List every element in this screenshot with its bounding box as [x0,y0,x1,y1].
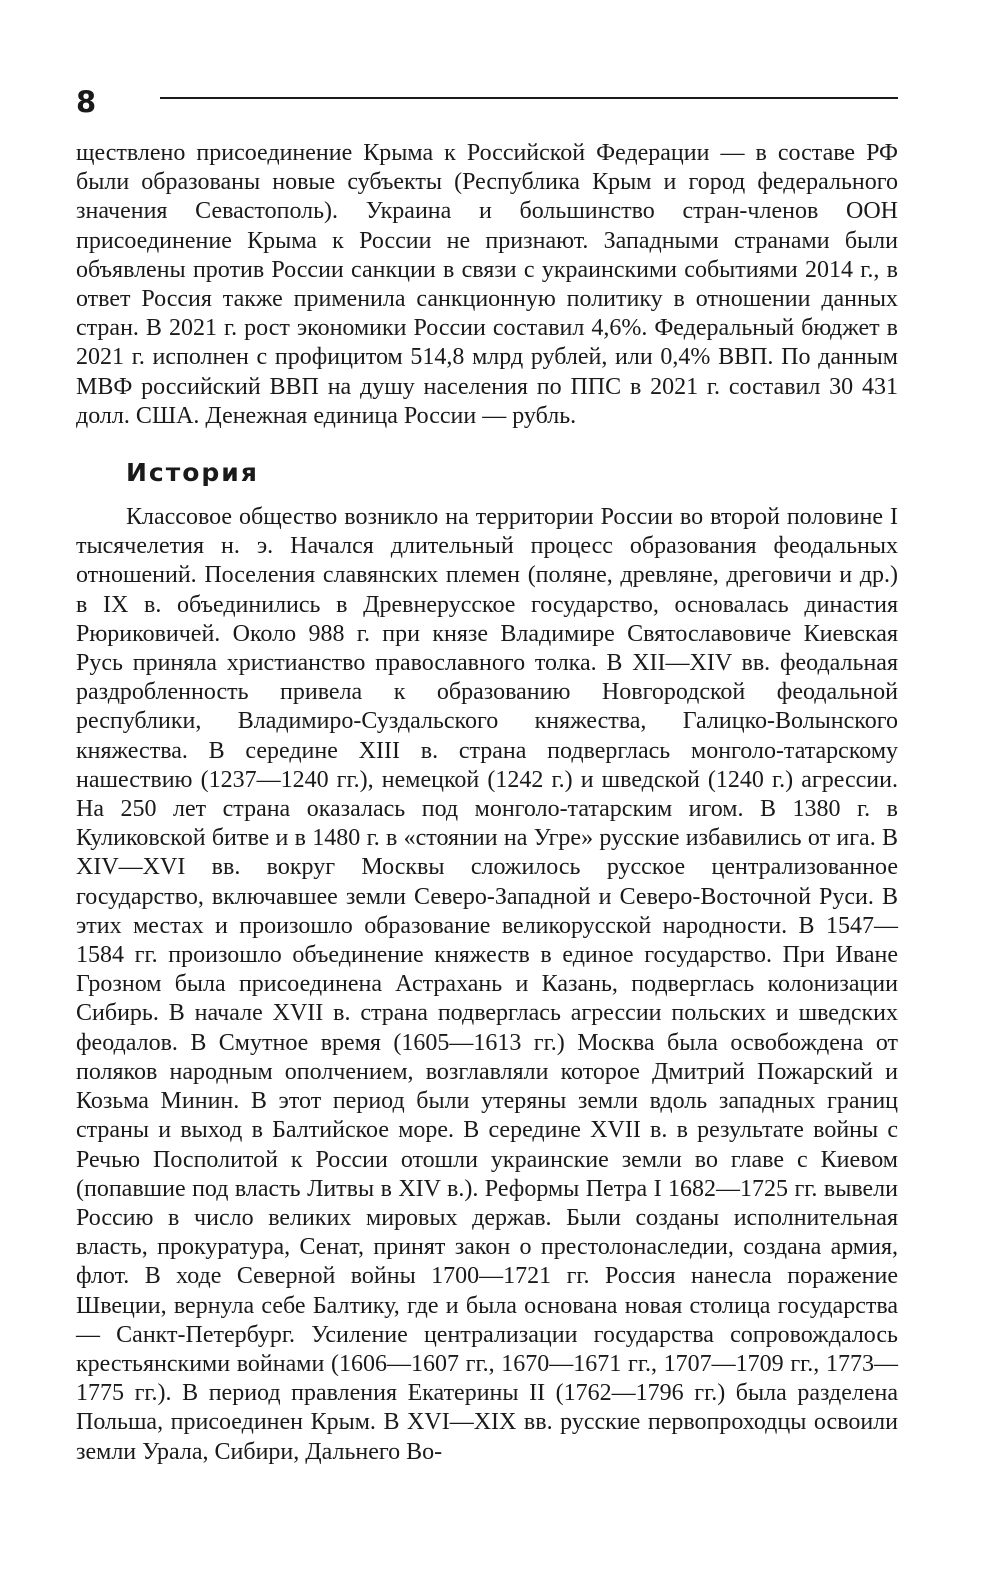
book-page [76,84,898,1467]
header-rule [160,97,898,99]
page-number: 8 [76,85,97,119]
section-heading-history: История [126,458,259,488]
page-header [76,84,898,124]
history-paragraph: Классовое общество возникло на территории России во второй половине I тысячелетия н. э. Начался длительный процесс образования феодальных отношений. Поселения славянских племен (поляне, древляне, дреговичи и др.) в IX в. объединились в Древнерусское государство, основалась династия Рюриковичей. Около 988 г. при князе Владимире Святославовиче Киевская Русь приняла христианство православного толка. В XII—XIV вв. феодальная раздробленность привела к образованию Новгородской феодальной республики, Владимиро-Суздальского княжества, Галицко-Волынского княжества. В середине XIII в. страна подверглась монголо-татарскому нашествию (1237—1240 гг.), немецкой (1242 г.) и шведской (1240 г.) агрессии. На 250 лет страна оказалась под монголо-татарским игом. В 1380 г. в Куликовской битве и в 1480 г. в «стоянии на Угре» русские избавились от ига. В XIV—XVI вв. вокруг Москвы сложилось русское централизованное государство, включавшее земли Северо-Западной и Северо-Восточной Руси. В этих местах и произошло образование великорусской народности. В 1547—1584 гг. произошло объединение княжеств в единое государство. При Иване Грозном была присоединена Астрахань и Казань, подверглась колонизации Сибирь. В начале XVII в. страна подверглась агрессии польских и шведских феодалов. В Смутное время (1605—1613 гг.) Москва была освобождена от поляков народным ополчением, возглавляли которое Дмитрий Пожарский и Козьма Минин. В этот период были утеряны земли вдоль западных границ страны и выход в Балтийское море. В середине XVII в. в результате войны с Речью Посполитой к России отошли украинские земли во главе с Киевом (попавшие под власть Литвы в XIV в.). Реформы Петра I 1682—1725 гг. вывели Россию в число великих мировых держав. Были созданы исполнительная власть, прокуратура, Сенат, принят закон о престолонаследии, создана армия, флот. В ходе Северной войны 1700—1721 гг. Россия нанесла поражение Швеции, вернула себе Балтику, где и была основана новая столица государства — Санкт-Петербург. Усиление централизации государства сопровождалось крестьянскими войнами (1606—1607 гг., 1670—1671 гг., 1707—1709 гг., 1773—1775 гг.). В период правления Екатерины II (1762—1796 гг.) была разделена Польша, присоединен Крым. В XVI—XIX вв. русские первопроходцы освоили земли Урала, Сибири, Дальнего Во- [76,504,898,1465]
intro-paragraph: ществлено присоединение Крыма к Российской Федерации — в составе РФ были образованы новые субъекты (Республика Крым и город федерального значения Севастополь). Украина и большинство стран-членов ООН присоединение Крыма к России не признают. Западными странами были объявлены против России санкции в связи с украинскими событиями 2014 г., в ответ Россия также применила санкционную политику в отношении данных стран. В 2021 г. рост экономики России составил 4,6%. Федеральный бюджет в 2021 г. исполнен с профицитом 514,8 млрд рублей, или 0,4% ВВП. По данным МВФ российский ВВП на душу населения по ППС в 2021 г. составил 30 431 долл. США. Денежная единица России — рубль. [76,140,898,429]
